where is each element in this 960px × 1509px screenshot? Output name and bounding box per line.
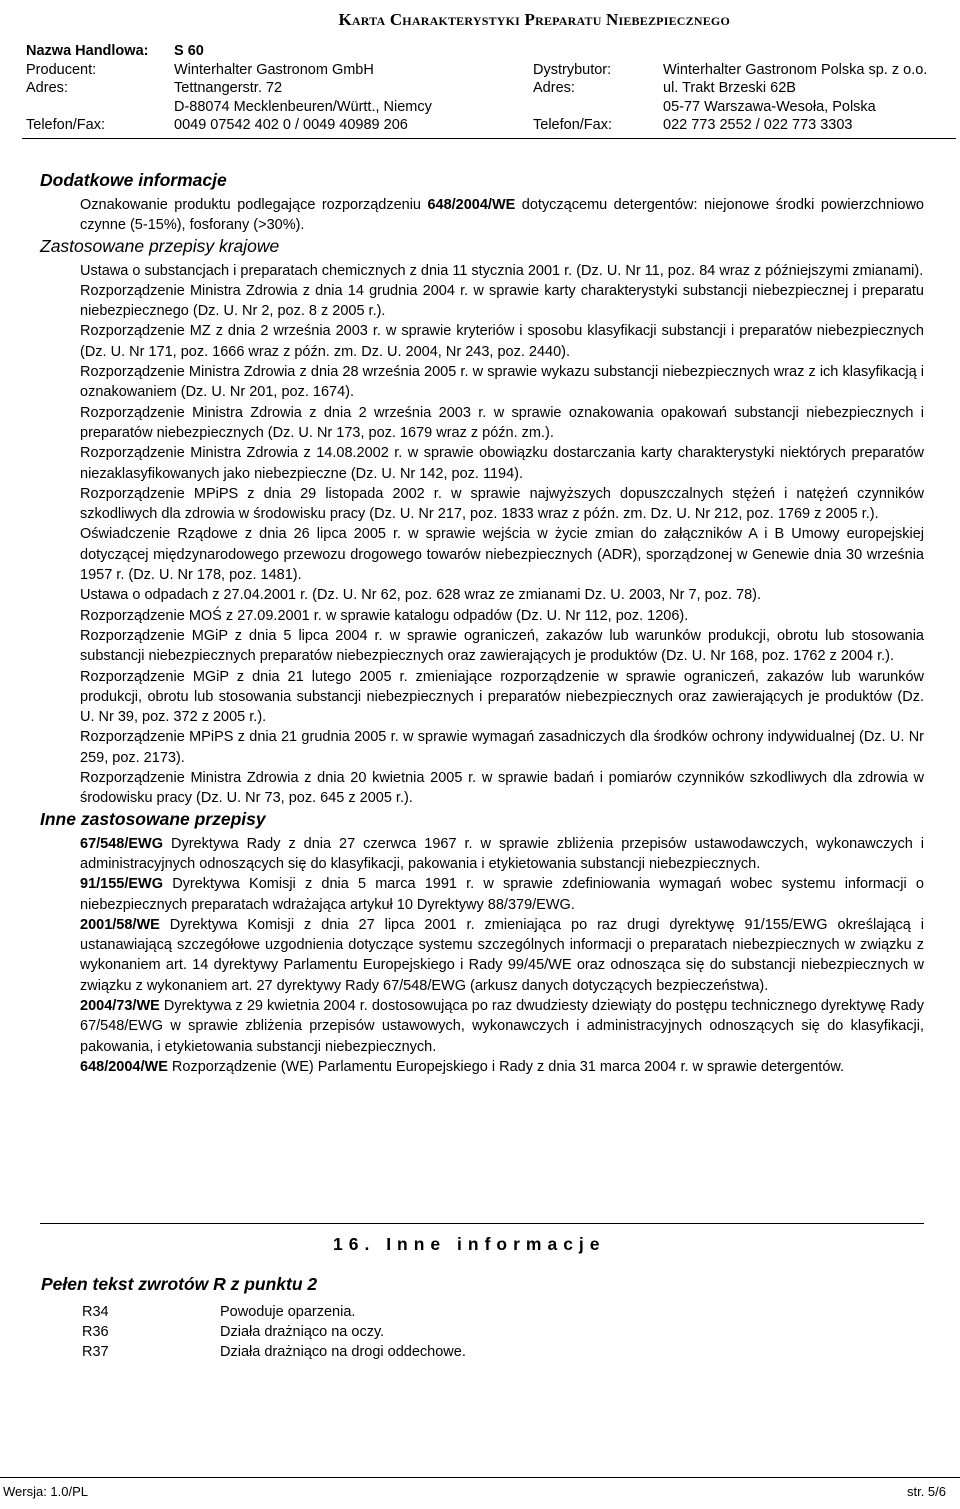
header-value: Tettnangerstr. 72: [174, 80, 283, 96]
header-row: [26, 42, 956, 61]
header-value: D-88074 Mecklenbeuren/Württ., Niemcy: [174, 98, 432, 115]
header-divider: [22, 138, 956, 139]
r-phrase-code: R34: [82, 1304, 109, 1320]
main-content: [0, 170, 960, 1077]
regulation-code: 648/2004/WE: [427, 197, 516, 213]
regulation-paragraph: Rozporządzenie Ministra Zdrowia z 14.08.2002 r. w sprawie obowiązku dostarczania karty charakterystyki niektórych preparatów niezaklasyfikowanych jako niebezpieczne (Dz. U. Nr 142, poz. 1194).: [80, 445, 924, 482]
header-row: [26, 98, 956, 117]
regulation-paragraph: Rozporządzenie MPiPS z dnia 29 listopada 2002 r. w sprawie najwyższych dopuszczalnych stężeń i natężeń czynników szkodliwych dla zdrowia w środowisku pracy (Dz. U. Nr 217, poz. 1833 wraz z późn. zm. Dz. U. Nr 212, poz. 1769 z 2005 r.).: [80, 485, 924, 523]
text-part: dotyczącemu detergentów: niejonowe środki powierzchniowo czynne (5-15%), fosforany (>30%).: [80, 197, 924, 234]
header-value: Winterhalter Gastronom GmbH: [174, 61, 374, 78]
r-phrase-desc: Działa drażniąco na drogi oddechowe.: [220, 1344, 466, 1360]
directive-code: 648/2004/WE: [80, 1058, 168, 1075]
directive-code: 2004/73/WE: [80, 997, 160, 1014]
header-row: [26, 61, 956, 80]
header-value: S 60: [174, 43, 204, 59]
header-value: 05-77 Warszawa-Wesoła, Polska: [663, 98, 876, 115]
directive-text: Dyrektywa z 29 kwietnia 2004 r. dostosowująca po raz dwudziesty dziewiąty do postępu technicznego dyrektywę Rady 67/548/EWG w sprawie zbliżenia przepisów ustawowych, wykonawczych i administracyjnych odnoszących się do klasyfikacji, pakowania, i etykietowania substancji niebezpiecznych.: [80, 997, 924, 1055]
regulation-paragraph: Rozporządzenie Ministra Zdrowia z dnia 2 września 2003 r. w sprawie oznakowania opakowań substancji niebezpiecznych i preparatów niebezpiecznych (Dz. U. Nr 173, poz. 1679 wraz z późn. zm.).: [80, 404, 924, 441]
section-heading-zastosowane: Zastosowane przepisy krajowe: [40, 235, 280, 256]
regulation-paragraph: Rozporządzenie MZ z dnia 2 września 2003 r. w sprawie kryteriów i sposobu klasyfikacji substancji i preparatów niebezpiecznych (Dz. U. Nr 171, poz. 1666 wraz z późn. zm. Dz. U. 2004, Nr 243, poz. 2440).: [80, 323, 924, 360]
directive-text: Dyrektywa Komisji z dnia 5 marca 1991 r. w sprawie zdefiniowania wymagań wobec systemu informacji o niebezpiecznych preparatach wdrażająca artykuł 10 Dyrektywy 88/379/EWG.: [80, 876, 924, 913]
footer-version: Wersja: 1.0/PL: [3, 1484, 89, 1499]
header-value: Winterhalter Gastronom Polska sp. z o.o.: [663, 61, 928, 78]
header-label: Telefon/Fax:: [533, 117, 612, 133]
dodatkowe-paragraph: [80, 195, 924, 236]
r-phrase-code: R37: [82, 1344, 109, 1360]
section-16-divider: [40, 1223, 924, 1224]
header-label: Telefon/Fax:: [26, 117, 105, 133]
regulation-paragraph: Rozporządzenie MGiP z dnia 21 lutego 2005 r. zmieniające rozporządzenie w sprawie ograniczeń, zakazów lub warunków produkcji, obrotu lub stosowania substancji niebezpiecznych i preparatów niebezpiecznych oraz zawierających je produktów (Dz. U. Nr 39, poz. 372 z 2005 r.).: [80, 668, 924, 726]
header-value: ul. Trakt Brzeski 62B: [663, 80, 796, 96]
directive-code: 2001/58/WE: [80, 916, 160, 933]
header-block: [26, 42, 956, 135]
directive-text: Dyrektywa Komisji z dnia 27 lipca 2001 r. zmieniająca po raz drugi dyrektywę 91/155/EWG określającą i ustanawiającą szczegółowe uzgodnienia dotyczące systemu szczególnych informacji o preparatach niebezpiecznych w związku z wykonaniem art. 14 dyrektywy Parlamentu Europejskiego i Rady 99/45/WE oraz odnosząca się do substancji niebezpiecznych w związku z wykonaniem art. 27 dyrektywy Rady 67/548/EWG (arkusz danych dotyczących bezpieczeństwa).: [80, 916, 924, 994]
regulation-paragraph: Rozporządzenie MOŚ z 27.09.2001 r. w sprawie katalogu odpadów (Dz. U. Nr 112, poz. 1206).: [80, 607, 689, 624]
text-part: Oznakowanie produktu podlegające rozporządzeniu: [80, 197, 428, 213]
document-title: Karta Charakterystyki Preparatu Niebezpiecznego: [338, 10, 730, 29]
r-phrase-code: R36: [82, 1324, 109, 1340]
header-value: 0049 07542 402 0 / 0049 40989 206: [174, 117, 408, 133]
header-row: [26, 116, 956, 135]
header-label: Nazwa Handlowa:: [26, 43, 149, 59]
directive-paragraph: [80, 1057, 924, 1077]
header-value: 022 773 2552 / 022 773 3303: [663, 117, 853, 133]
section-16-title: 16. Inne informacje: [333, 1234, 606, 1254]
regulation-paragraph: Rozporządzenie MPiPS z dnia 21 grudnia 2005 r. w sprawie wymagań zasadniczych dla środków ochrony indywidualnej (Dz. U. Nr 259, poz. 2173).: [80, 729, 924, 766]
header-label: Producent:: [26, 61, 97, 78]
directive-paragraph: [80, 915, 924, 996]
regulation-paragraph: Ustawa o substancjach i preparatach chemicznych z dnia 11 stycznia 2001 r. (Dz. U. Nr 11, poz. 84 wraz z późniejszymi zmianami).: [80, 262, 924, 279]
regulation-paragraph: Rozporządzenie Ministra Zdrowia z dnia 28 września 2005 r. w sprawie wykazu substancji niebezpiecznych wraz z ich klasyfikacją i oznakowaniem (Dz. U. Nr 201, poz. 1674).: [80, 364, 924, 401]
header-label: Dystrybutor:: [533, 61, 612, 78]
r-phrase-desc: Powoduje oparzenia.: [220, 1304, 356, 1320]
regulation-paragraph: Ustawa o odpadach z 27.04.2001 r. (Dz. U. Nr 62, poz. 628 wraz ze zmianami Dz. U. 2003, Nr 7, poz. 78).: [80, 587, 762, 604]
regulation-paragraph: Oświadczenie Rządowe z dnia 26 lipca 2005 r. w sprawie wejścia w życie zmian do załączników A i B Umowy europejskiej dotyczącej międzynarodowego przewozu drogowego towarów niebezpiecznych (ADR), sporządzonej w Genewie dnia 30 września 1957 r. (Dz. U. Nr 178, poz. 1481).: [80, 526, 924, 584]
directive-paragraph: [80, 996, 924, 1057]
directive-paragraph: [80, 874, 924, 915]
section-heading-inne: Inne zastosowane przepisy: [40, 808, 266, 829]
regulation-paragraph: Rozporządzenie Ministra Zdrowia z dnia 14 grudnia 2004 r. w sprawie karty charakterystyki substancji niebezpiecznej i preparatu niebezpiecznego (Dz. U. Nr 2, poz. 8 z 2005 r.).: [80, 282, 924, 320]
section-heading-dodatkowe: Dodatkowe informacje: [40, 170, 227, 190]
regulation-paragraph: Rozporządzenie MGiP z dnia 5 lipca 2004 r. w sprawie ograniczeń, zakazów lub warunków produkcji, obrotu lub stosowania substancji niebezpiecznych preparatów niebezpiecznych oraz zawierających je produktów (Dz. U. Nr 168, poz. 1762 z 2004 r.).: [80, 627, 924, 665]
footer-page-number: str. 5/6: [906, 1484, 946, 1499]
regulation-paragraph: Rozporządzenie Ministra Zdrowia z dnia 20 kwietnia 2005 r. w sprawie badań i pomiarów czynników szkodliwych dla zdrowia w środowisku pracy (Dz. U. Nr 73, poz. 645 z 2005 r.).: [80, 770, 924, 807]
header-label: Adres:: [533, 80, 575, 96]
footer-divider: [0, 1477, 960, 1478]
header-row: [26, 79, 956, 98]
directive-text: Rozporządzenie (WE) Parlamentu Europejskiego i Rady z dnia 31 marca 2004 r. w sprawie detergentów.: [167, 1058, 845, 1075]
directive-code: 67/548/EWG: [80, 835, 164, 852]
header-label: Adres:: [26, 80, 68, 96]
directive-text: Dyrektywa Rady z dnia 27 czerwca 1967 r. w sprawie zbliżenia przepisów ustawodawczych, wykonawczych i administracyjnych odnoszących się do klasyfikacji, pakowania i etykietowania substancji niebezpiecznych.: [80, 835, 924, 872]
directive-code: 91/155/EWG: [80, 876, 164, 893]
r-phrase-desc: Działa drażniąco na oczy.: [220, 1324, 385, 1340]
directive-paragraph: [80, 834, 924, 875]
r-phrases-heading: Pełen tekst zwrotów R z punktu 2: [41, 1274, 318, 1294]
